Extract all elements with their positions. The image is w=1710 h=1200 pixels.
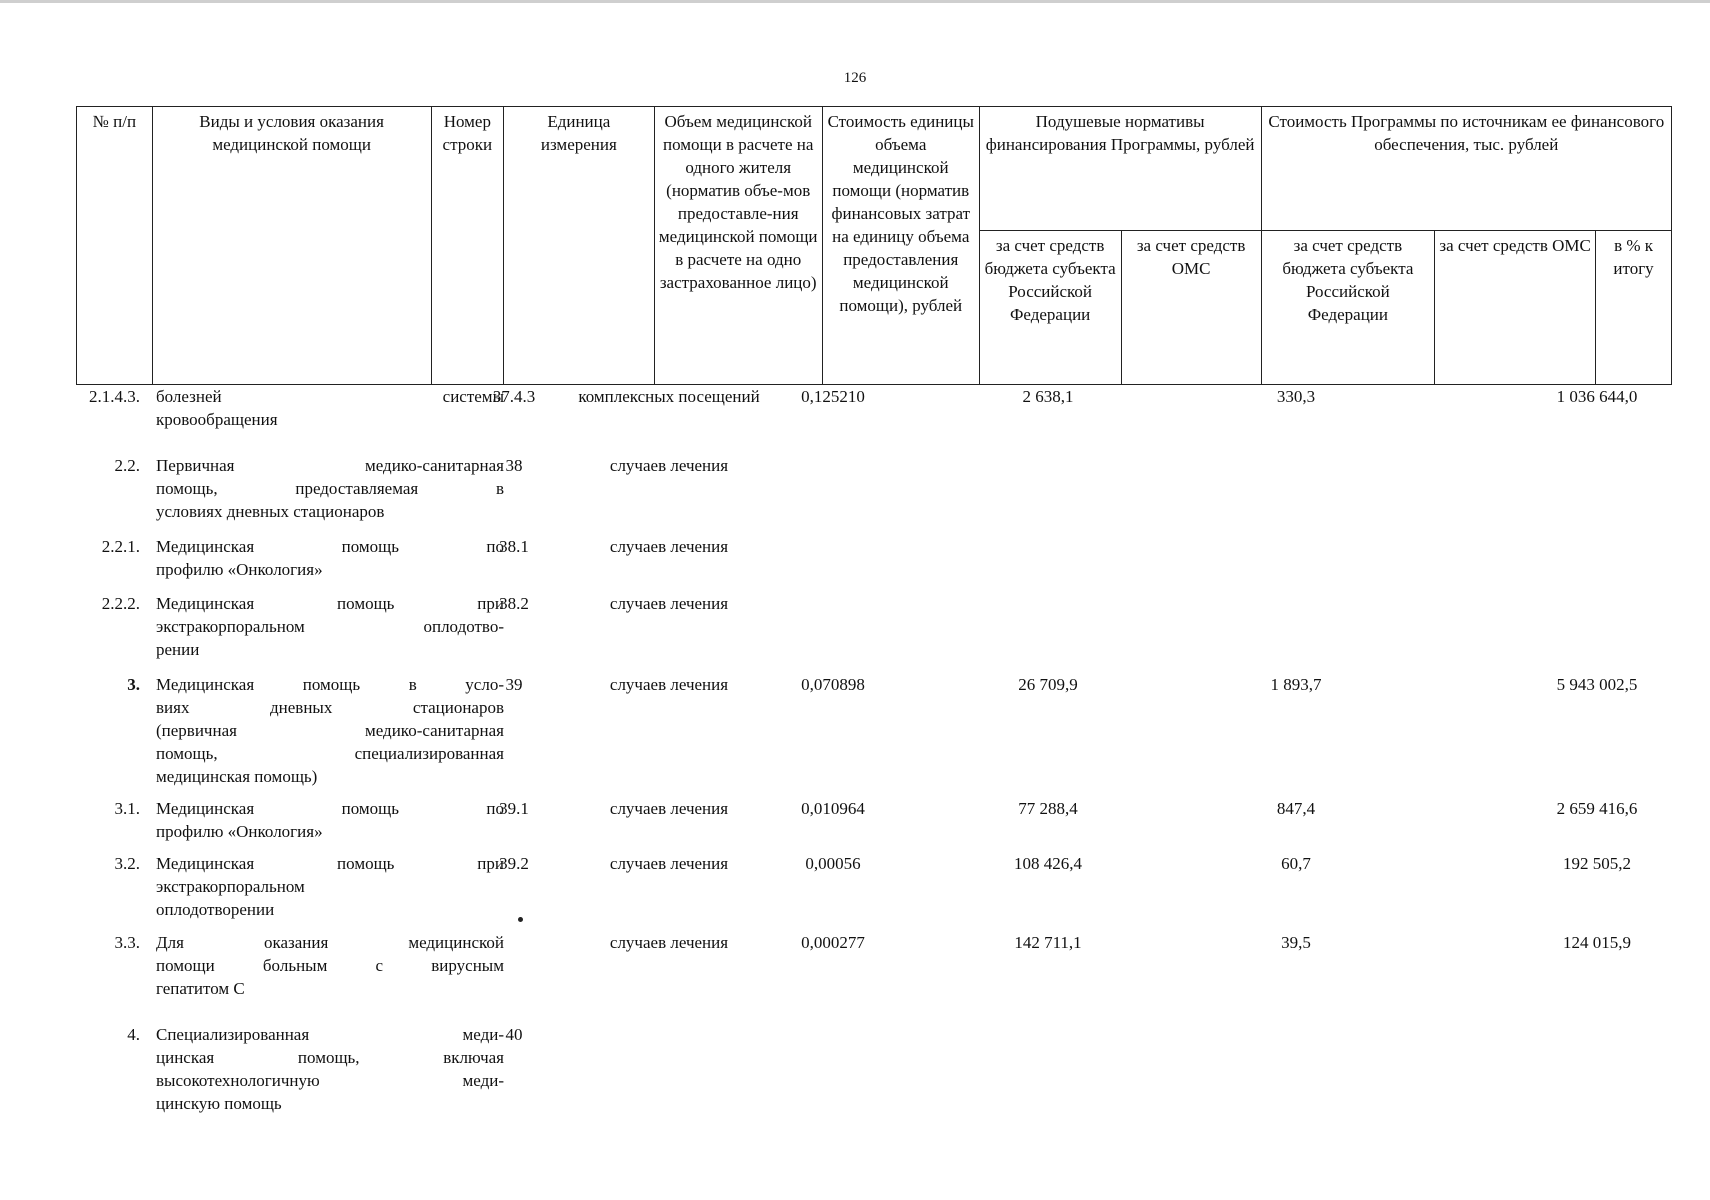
row-name: Для оказания медицинской помощи больным с вирусным гепатитом С <box>156 933 504 998</box>
row-unit: комплексных посещений <box>578 387 760 406</box>
row-per-capita-oms: 39,5 <box>1281 933 1311 952</box>
row-unit-cost: 26 709,9 <box>1018 675 1078 694</box>
row-unit-cost: 108 426,4 <box>1014 854 1082 873</box>
header-program-cost-group: Стоимость Программы по источникам ее финансового обеспечения, тыс. рублей <box>1261 107 1671 231</box>
row-unit: случаев лечения <box>609 799 729 818</box>
header-line-number: Номер строки <box>431 107 504 385</box>
row-unit-cost: 142 711,1 <box>1014 933 1082 952</box>
row-number: 3.1. <box>114 799 140 818</box>
row-per-capita-oms: 847,4 <box>1276 799 1316 818</box>
table-row <box>76 797 1672 847</box>
row-line-number: 38.2 <box>499 594 529 613</box>
header-volume: Объем медицинской помощи в расчете на одного жителя (норматив объе-мов предоставле-ния медицинской помощи в расчете на одно застрахованное лицо) <box>654 107 822 385</box>
row-unit: случаев лечения <box>609 854 729 873</box>
row-name: Первичная медико-санитарная помощь, предоставляемая в условиях дневных стационаров <box>156 456 504 521</box>
table-header <box>76 106 1672 385</box>
row-name: Медицинская помощь в усло- виях дневных стационаров (первичная медико-санитарная помощь, специализированная медицинская помощь) <box>156 675 504 786</box>
row-program-oms: 124 015,9 <box>1563 933 1631 952</box>
row-name: Медицинская помощь по профилю «Онкология» <box>156 799 504 841</box>
row-number: 2.2.2. <box>101 594 140 613</box>
row-unit: случаев лечения <box>609 933 729 952</box>
header-per-capita-oms: за счет средств ОМС <box>1121 231 1261 385</box>
row-number: 2.2.1. <box>101 537 140 556</box>
table-row <box>76 673 1672 789</box>
row-unit-cost: 2 638,1 <box>1022 387 1074 406</box>
header-percent-of-total: в % к итогу <box>1596 231 1672 385</box>
row-unit-cost: 77 288,4 <box>1018 799 1078 818</box>
row-number: 3.2. <box>114 854 140 873</box>
scan-speck <box>518 917 523 922</box>
row-line-number: 38.1 <box>499 537 529 556</box>
row-line-number: 40 <box>505 1025 523 1044</box>
row-number: 3.3. <box>114 933 140 952</box>
page-number: 126 <box>843 70 867 86</box>
row-unit: случаев лечения <box>609 456 729 475</box>
row-volume: 0,070898 <box>801 675 865 694</box>
row-line-number: 39 <box>505 675 523 694</box>
row-unit: случаев лечения <box>609 675 729 694</box>
header-per-capita-group: Подушевые нормативы финансирования Программы, рублей <box>979 107 1261 231</box>
header-program-oms: за счет средств ОМС <box>1435 231 1596 385</box>
table-row <box>76 1023 1672 1117</box>
row-number: 2.2. <box>114 456 140 475</box>
row-name: Медицинская помощь по профилю «Онкология» <box>156 537 504 579</box>
row-unit: случаев лечения <box>609 537 729 556</box>
row-line-number: 38 <box>505 456 523 475</box>
row-volume: 0,000277 <box>801 933 865 952</box>
row-program-oms: 192 505,2 <box>1563 854 1631 873</box>
header-unit: Единица измерения <box>504 107 654 385</box>
row-volume: 0,010964 <box>801 799 865 818</box>
row-name: Специализированная меди- цинская помощь, включая высокотехнологичную меди- цинскую помощь <box>156 1025 504 1113</box>
row-line-number: 37.4.3 <box>492 387 536 406</box>
row-per-capita-oms: 60,7 <box>1281 854 1311 873</box>
table-row <box>76 385 1672 445</box>
top-edge-line <box>0 0 1710 3</box>
header-program-budget: за счет средств бюджета субъекта Российской Федерации <box>1261 231 1435 385</box>
table-row <box>76 852 1672 924</box>
table-row <box>76 535 1672 585</box>
row-program-oms: 1 036 644,0 <box>1556 387 1638 406</box>
row-name: болезней системы кровообращения <box>156 387 504 429</box>
header-unit-cost: Стоимость единицы объема медицинской помощи (норматив финансовых затрат на единицу объема предоставления медицинской помощи), рублей <box>822 107 979 385</box>
header-number: № п/п <box>77 107 153 385</box>
row-line-number: 39.2 <box>499 854 529 873</box>
table-row <box>76 931 1672 1003</box>
row-name: Медицинская помощь при экстракорпоральном оплодотво- рении <box>156 594 504 659</box>
row-unit: случаев лечения <box>609 594 729 613</box>
table-row <box>76 592 1672 662</box>
table-row <box>76 454 1672 524</box>
row-program-oms: 5 943 002,5 <box>1556 675 1638 694</box>
row-number: 2.1.4.3. <box>89 387 140 406</box>
row-volume: 0,125210 <box>801 387 865 406</box>
row-per-capita-oms: 330,3 <box>1276 387 1316 406</box>
header-care-type: Виды и условия оказания медицинской помощи <box>152 107 431 385</box>
row-program-oms: 2 659 416,6 <box>1556 799 1638 818</box>
row-per-capita-oms: 1 893,7 <box>1270 675 1322 694</box>
row-name: Медицинская помощь при экстракорпоральном оплодотворении <box>156 854 504 919</box>
row-volume: 0,00056 <box>805 854 861 873</box>
row-number: 4. <box>127 1025 140 1044</box>
row-line-number: 39.1 <box>499 799 529 818</box>
header-per-capita-budget: за счет средств бюджета субъекта Российской Федерации <box>979 231 1121 385</box>
row-number: 3. <box>127 675 140 694</box>
